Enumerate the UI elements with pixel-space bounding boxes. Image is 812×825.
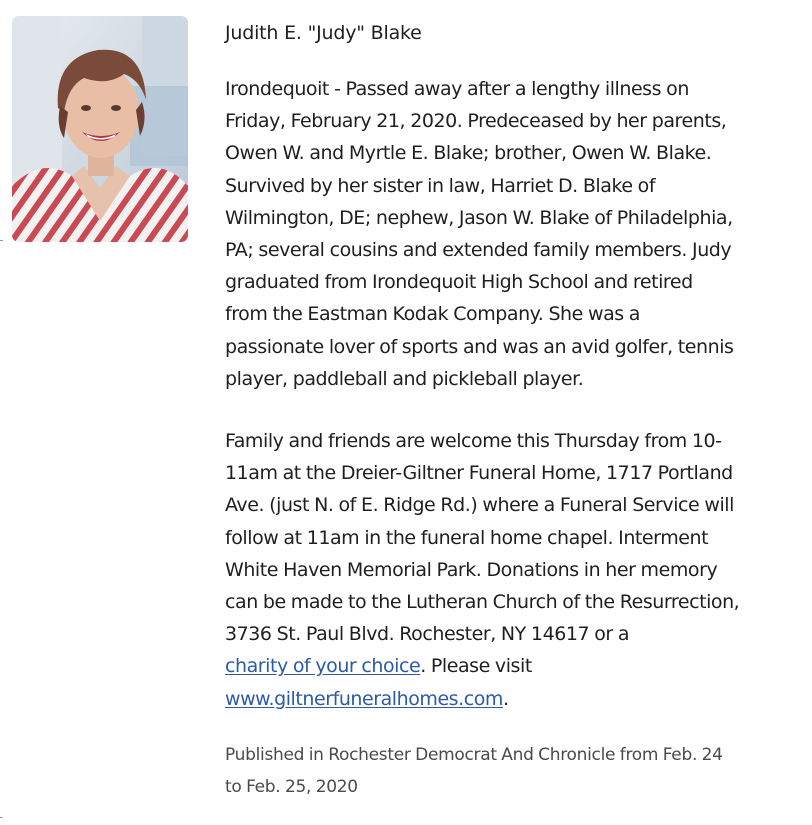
edge-tick: [0, 817, 3, 818]
charity-link[interactable]: charity of your choice: [225, 655, 421, 678]
website-link[interactable]: www.giltnerfuneralhomes.com: [225, 687, 503, 710]
edge-tick: [0, 240, 3, 241]
biography-paragraph: Irondequoit - Passed away after a lengthy illness on Friday, February 21, 2020. Predeceased by her parents, Owen W. and Myrtle E. Blake; brother, Owen W. Blake. Survived by her sister in law, Harriet D. Blake of Wilmington, DE; nephew, Jason W. Blake of Philadelphia, PA; several cousins and extended family members. Judy graduated from Irondequoit High School and retired from the Eastman Kodak Company. She was a passionate lover of sports and was an avid golfer, tennis player, paddleball and pickleball player.: [225, 78, 734, 390]
service-paragraph: Family and friends are welcome this Thursday from 10- 11am at the Dreier-Giltner Funeral Home, 1717 Portland Ave. (just N. of E. Ridge Rd.) where a Funeral Service will follow at 11am in the funeral home chapel. Interment White Haven Memorial Park. Donations in her memory can be made to the Lutheran Church of the Resurrection, 3736 St. Paul Blvd. Rochester, NY 14617 or a charity of your choice. Please visit www.giltnerfuneralhomes.com.: [225, 430, 740, 710]
obituary-content: [225, 17, 800, 803]
published-info: Published in Rochester Democrat And Chronicle from Feb. 24 to Feb. 25, 2020: [225, 744, 723, 797]
deceased-name: Judith E. "Judy" Blake: [225, 22, 422, 44]
portrait-photo: [12, 16, 188, 242]
